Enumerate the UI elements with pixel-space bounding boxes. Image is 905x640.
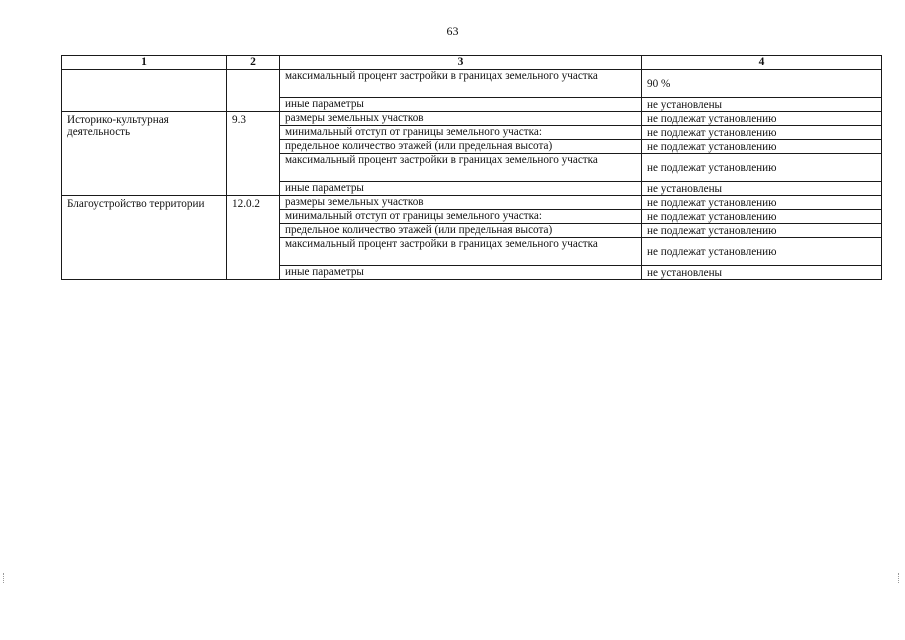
- parameter-name-cell: предельное количество этажей (или предельная высота): [280, 140, 642, 154]
- land-use-type-cell: [62, 70, 227, 112]
- parameter-name-cell: максимальный процент застройки в границах земельного участка: [280, 154, 642, 182]
- parameter-name-cell: размеры земельных участков: [280, 112, 642, 126]
- land-use-code-cell: [227, 70, 280, 112]
- parameter-value-cell: не подлежат установлению: [642, 112, 882, 126]
- parameter-value-cell: не подлежат установлению: [642, 196, 882, 210]
- land-use-code-cell: 12.0.2: [227, 196, 280, 280]
- land-use-parameters-table: [61, 55, 882, 280]
- parameter-value-cell: не подлежат установлению: [642, 210, 882, 224]
- parameter-name-cell: максимальный процент застройки в границах земельного участка: [280, 238, 642, 266]
- parameter-value-cell: не установлены: [642, 266, 882, 280]
- page-number: 63: [446, 24, 459, 38]
- parameter-value-cell: 90 %: [642, 70, 882, 98]
- parameter-name-cell: минимальный отступ от границы земельного участка:: [280, 126, 642, 140]
- column-header-2: 2: [227, 56, 280, 70]
- parameter-value-cell: не подлежат установлению: [642, 126, 882, 140]
- parameter-name-cell: иные параметры: [280, 182, 642, 196]
- land-use-code-cell: 9.3: [227, 112, 280, 196]
- land-use-type-cell: Благоустройство территории: [62, 196, 227, 280]
- parameter-value-cell: не установлены: [642, 98, 882, 112]
- table-body: [62, 70, 882, 280]
- column-header-4: 4: [642, 56, 882, 70]
- parameter-name-cell: максимальный процент застройки в границах земельного участка: [280, 70, 642, 98]
- parameter-value-cell: не подлежат установлению: [642, 154, 882, 182]
- parameter-name-cell: предельное количество этажей (или предельная высота): [280, 224, 642, 238]
- land-use-type-cell: Историко-культурная деятельность: [62, 112, 227, 196]
- column-header-3: 3: [280, 56, 642, 70]
- parameter-name-cell: иные параметры: [280, 266, 642, 280]
- parameter-value-cell: не подлежат установлению: [642, 238, 882, 266]
- parameter-name-cell: размеры земельных участков: [280, 196, 642, 210]
- column-header-1: 1: [62, 56, 227, 70]
- table-row: [62, 70, 882, 98]
- scan-margin-mark-left: [3, 573, 8, 583]
- parameter-name-cell: иные параметры: [280, 98, 642, 112]
- parameter-name-cell: минимальный отступ от границы земельного участка:: [280, 210, 642, 224]
- scan-margin-mark-right: [898, 573, 903, 583]
- table-row: [62, 196, 882, 210]
- parameter-value-cell: не подлежат установлению: [642, 140, 882, 154]
- table-header-row: [62, 56, 882, 70]
- parameter-value-cell: не установлены: [642, 182, 882, 196]
- table-row: [62, 112, 882, 126]
- parameter-value-cell: не подлежат установлению: [642, 224, 882, 238]
